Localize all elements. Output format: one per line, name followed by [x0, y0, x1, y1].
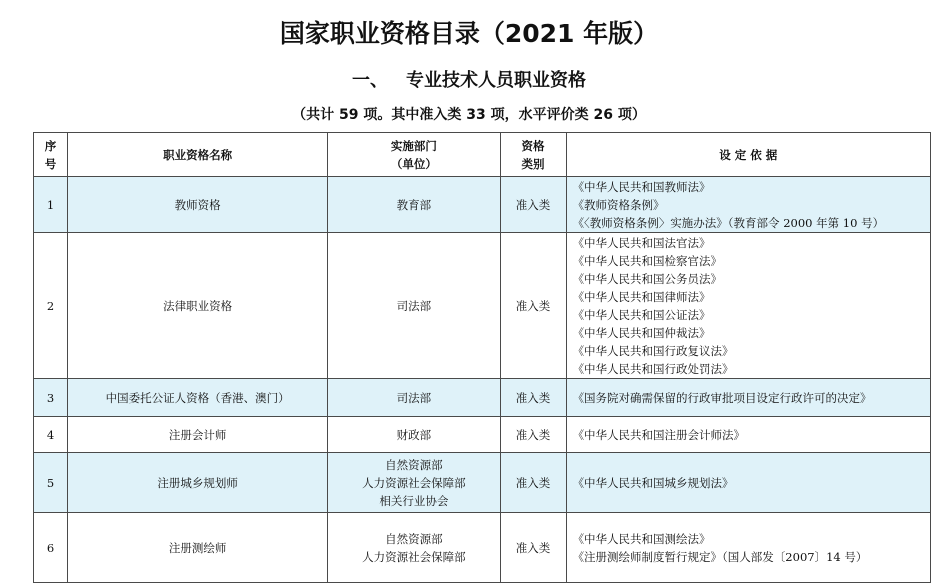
row-type: 准入类: [500, 177, 566, 233]
row-num: 1: [34, 177, 68, 233]
row-type: 准入类: [500, 233, 566, 379]
table-header-row: [34, 133, 931, 177]
row-name: 中国委托公证人资格（香港、澳门）: [68, 379, 328, 417]
row-name: 注册会计师: [68, 417, 328, 453]
table-row: [34, 417, 931, 453]
row-num: 3: [34, 379, 68, 417]
row-num: 4: [34, 417, 68, 453]
row-num: 2: [34, 233, 68, 379]
header-name: 职业资格名称: [68, 133, 328, 177]
section-number: 一、: [352, 70, 388, 91]
qualification-table: [33, 132, 931, 583]
row-num: 6: [34, 513, 68, 583]
row-type: 准入类: [500, 513, 566, 583]
table-row: [34, 513, 931, 583]
header-num: 序 号: [34, 133, 68, 177]
row-dept: 教育部: [328, 177, 500, 233]
row-name: 注册城乡规划师: [68, 453, 328, 513]
row-name: 教师资格: [68, 177, 328, 233]
row-num: 5: [34, 453, 68, 513]
section-heading: [0, 66, 938, 92]
row-dept: 财政部: [328, 417, 500, 453]
row-type: 准入类: [500, 417, 566, 453]
table-row: [34, 453, 931, 513]
header-basis: 设 定 依 据: [566, 133, 930, 177]
section-label: 专业技术人员职业资格: [406, 70, 586, 91]
row-basis: 《国务院对确需保留的行政审批项目设定行政许可的决定》: [566, 379, 930, 417]
row-dept: 司法部: [328, 233, 500, 379]
row-type: 准入类: [500, 379, 566, 417]
summary-line: （共计 59 项。其中准入类 33 项，水平评价类 26 项）: [292, 107, 646, 123]
row-dept: 自然资源部 人力资源社会保障部: [328, 513, 500, 583]
row-dept: 司法部: [328, 379, 500, 417]
table-row: [34, 233, 931, 379]
table-row: [34, 177, 931, 233]
header-type: 资格 类别: [500, 133, 566, 177]
header-dept: 实施部门 （单位）: [328, 133, 500, 177]
row-basis: 《中华人民共和国注册会计师法》: [566, 417, 930, 453]
row-basis: 《中华人民共和国测绘法》 《注册测绘师制度暂行规定》（国人部发〔2007〕14 号）: [566, 513, 930, 583]
row-basis: 《中华人民共和国城乡规划法》: [566, 453, 930, 513]
row-basis: 《中华人民共和国教师法》 《教师资格条例》 《〈教师资格条例〉实施办法》（教育部令 2000 年第 10 号）: [566, 177, 930, 233]
table-row: [34, 379, 931, 417]
row-basis: 《中华人民共和国法官法》 《中华人民共和国检察官法》 《中华人民共和国公务员法》 《中华人民共和国律师法》 《中华人民共和国公证法》 《中华人民共和国仲裁法》 《中华人民共和国行政复议法》 《中华人民共和国行政处罚法》: [566, 233, 930, 379]
row-name: 法律职业资格: [68, 233, 328, 379]
row-type: 准入类: [500, 453, 566, 513]
row-name: 注册测绘师: [68, 513, 328, 583]
row-dept: 自然资源部 人力资源社会保障部 相关行业协会: [328, 453, 500, 513]
document-title: 国家职业资格目录（2021 年版）: [279, 19, 659, 48]
